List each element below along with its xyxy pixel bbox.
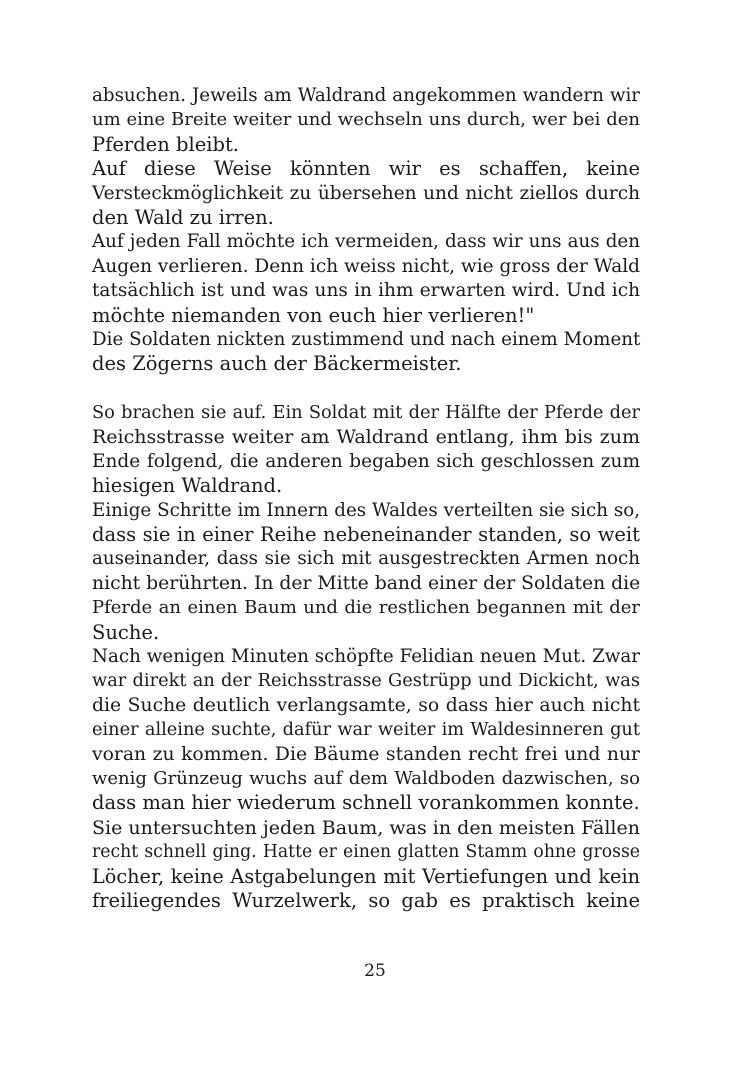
text-line: So brachen sie auf. Ein Soldat mit der Hälfte der Pferde der [92,403,640,424]
text-line: Einige Schritte im Innern des Waldes verteilten sie sich so, [92,499,640,521]
text-line: freiliegendes Wurzelwerk, so gab es praktisch keine [92,888,640,912]
paragraph-4 [92,328,640,377]
body-text [92,84,640,913]
text-line: möchte niemanden von euch hier verlieren!" [92,303,535,327]
paragraph-8 [92,816,640,914]
paragraph-7 [92,645,640,816]
text-line: Pferde an einen Baum und die restlichen begannen mit der [92,597,640,619]
paragraph-6 [92,499,640,645]
page-number: 25 [364,961,386,981]
text-line: Die Soldaten nickten zustimmend und nach einem Moment [92,328,641,350]
text-line: Auf jeden Fall möchte ich vermeiden, dass wir uns aus den [92,231,640,253]
text-line: dass sie in einer Reihe nebeneinander standen, so weit [92,523,640,547]
text-line: recht schnell ging. Hatte er einen glatten Stamm ohne grosse [92,842,640,863]
text-line: Ende folgend, die anderen begaben sich geschlossen zum [92,450,640,472]
paragraph-5 [92,401,640,499]
text-line: dass man hier wiederum schnell vorankommen konnte. [92,791,640,815]
text-line: Auf diese Weise könnten wir es schaffen, keine [92,157,640,181]
text-line: tatsächlich ist und was uns in ihm erwarten wird. Und ich [92,280,640,302]
text-line: Sie untersuchten jeden Baum, was in den meisten Fällen [92,816,640,839]
text-line: voran zu kommen. Die Bäume standen recht frei und nur [92,743,640,765]
text-line: auseinander, dass sie sich mit ausgestreckten Armen noch [92,548,640,570]
text-line: des Zögerns auch der Bäckermeister. [92,352,462,376]
text-line: Löcher, keine Astgabelungen mit Vertiefungen und kein [92,864,640,888]
paragraph-3 [92,230,640,328]
text-line: einer alleine suchte, dafür war weiter im Waldesinneren gut [92,720,640,741]
text-line: Augen verlieren. Denn ich weiss nicht, wie gross der Wald [92,255,640,277]
text-line: Suche. [92,620,160,644]
text-line: war direkt an der Reichsstrasse Gestrüpp und Dickicht, was [92,671,640,692]
text-line: den Wald zu irren. [92,205,274,229]
paragraph-gap [92,377,640,401]
text-line: um eine Breite weiter und wechseln uns durch, wer bei den [92,109,640,131]
text-line: Versteckmöglichkeit zu übersehen und nicht ziellos durch [92,182,640,204]
text-line: Nach wenigen Minuten schöpfte Felidian neuen Mut. Zwar [92,645,640,667]
text-line: die Suche deutlich verlangsamte, so dass hier auch nicht [92,694,640,716]
text-line: absuchen. Jeweils am Waldrand angekommen wandern wir [92,85,640,106]
paragraph-1 [92,84,640,157]
text-line: Pferden bleibt. [92,132,239,156]
paragraph-2 [92,157,640,230]
text-line: hiesigen Waldrand. [92,474,283,498]
text-line: nicht berührten. In der Mitte band einer der Soldaten die [92,572,641,594]
text-line: wenig Grünzeug wuchs auf dem Waldboden dazwischen, so [92,767,640,789]
text-line: Reichsstrasse weiter am Waldrand entlang, ihm bis zum [92,426,640,449]
